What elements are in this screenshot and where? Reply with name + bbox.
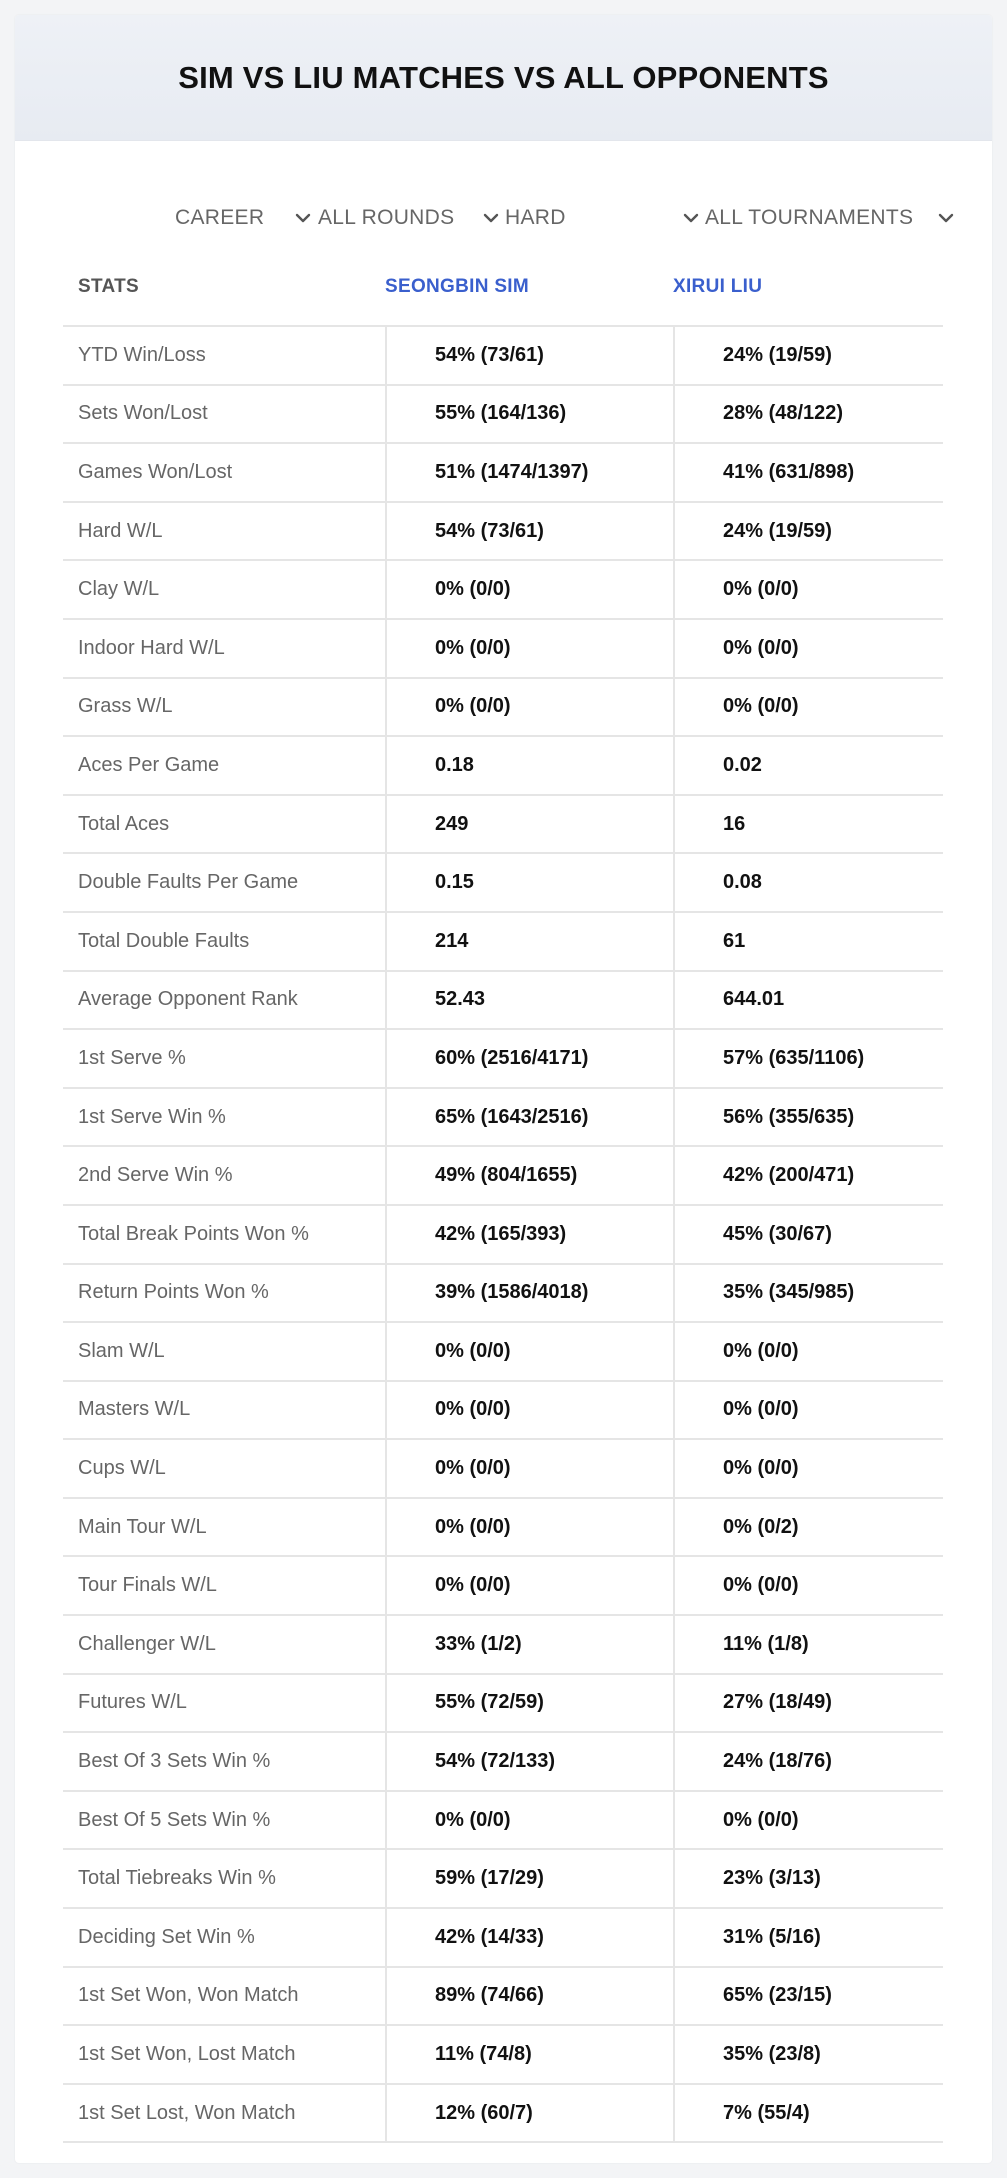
stat-label: Average Opponent Rank [78, 988, 298, 1011]
stat-label: 2nd Serve Win % [78, 1164, 233, 1187]
table-row [63, 503, 943, 562]
player2-value: 7% (55/4) [673, 2085, 943, 2142]
table-row [63, 1030, 943, 1089]
filter-tournaments-label: ALL TOURNAMENTS [705, 206, 914, 229]
player1-value: 0% (0/0) [385, 1323, 673, 1380]
chevron-down-icon [482, 209, 500, 227]
player2-value: 24% (19/59) [673, 503, 943, 560]
player1-value: 42% (165/393) [385, 1206, 673, 1263]
player2-value: 0% (0/0) [673, 1382, 943, 1439]
player2-value: 0% (0/0) [673, 1440, 943, 1497]
table-row [63, 2026, 943, 2085]
stat-label: 1st Set Lost, Won Match [78, 2101, 296, 2124]
table-body [63, 327, 943, 2143]
player1-value: 214 [385, 913, 673, 970]
stat-label: Sets Won/Lost [78, 402, 208, 425]
player2-value: 11% (1/8) [673, 1616, 943, 1673]
table-row [63, 913, 943, 972]
filter-tournaments-select[interactable] [705, 188, 955, 248]
stat-label: Futures W/L [78, 1691, 187, 1714]
table-row [63, 1323, 943, 1382]
table-row [63, 1733, 943, 1792]
table-row [63, 386, 943, 445]
player1-value: 0% (0/0) [385, 1557, 673, 1614]
stat-label: 1st Set Won, Lost Match [78, 2043, 296, 2066]
table-row [63, 796, 943, 855]
table-row [63, 2085, 943, 2144]
player1-value: 60% (2516/4171) [385, 1030, 673, 1087]
page-title: SIM VS LIU MATCHES VS ALL OPPONENTS [178, 59, 829, 95]
player1-value: 0.15 [385, 854, 673, 911]
header-stats: STATS [78, 275, 139, 297]
filter-rounds-select[interactable] [318, 188, 500, 248]
chevron-down-icon [294, 209, 312, 227]
player2-value: 65% (23/15) [673, 1968, 943, 2025]
stat-label: Masters W/L [78, 1398, 191, 1421]
table-row [63, 1265, 943, 1324]
player2-value: 0.08 [673, 854, 943, 911]
player1-value: 55% (164/136) [385, 386, 673, 443]
player2-value: 35% (345/985) [673, 1265, 943, 1322]
player1-value: 51% (1474/1397) [385, 444, 673, 501]
player1-value: 0% (0/0) [385, 620, 673, 677]
table-header [63, 248, 943, 327]
table-row [63, 1557, 943, 1616]
stat-label: Total Double Faults [78, 929, 250, 952]
table-row [63, 1382, 943, 1441]
player1-value: 49% (804/1655) [385, 1147, 673, 1204]
stat-label: Total Aces [78, 812, 170, 835]
player2-value: 41% (631/898) [673, 444, 943, 501]
player2-value: 0% (0/0) [673, 620, 943, 677]
player1-value: 0% (0/0) [385, 1792, 673, 1849]
player1-value: 54% (73/61) [385, 503, 673, 560]
player2-value: 0% (0/2) [673, 1499, 943, 1556]
stat-label: Tour Finals W/L [78, 1574, 217, 1597]
stat-label: Slam W/L [78, 1339, 165, 1362]
table-row [63, 1440, 943, 1499]
table-row [63, 1792, 943, 1851]
player1-value: 42% (14/33) [385, 1909, 673, 1966]
player2-value: 0% (0/0) [673, 1792, 943, 1849]
stat-label: Clay W/L [78, 578, 160, 601]
stat-label: Return Points Won % [78, 1281, 269, 1304]
player1-value: 39% (1586/4018) [385, 1265, 673, 1322]
player1-value: 0% (0/0) [385, 1382, 673, 1439]
player2-value: 42% (200/471) [673, 1147, 943, 1204]
player2-value: 0% (0/0) [673, 1323, 943, 1380]
table-row [63, 1147, 943, 1206]
stat-label: 1st Serve % [78, 1046, 186, 1069]
stat-label: Best Of 3 Sets Win % [78, 1750, 271, 1773]
stat-label: 1st Serve Win % [78, 1105, 226, 1128]
player2-value: 57% (635/1106) [673, 1030, 943, 1087]
stat-label: Total Tiebreaks Win % [78, 1867, 276, 1890]
table-row [63, 1616, 943, 1675]
player1-value: 54% (72/133) [385, 1733, 673, 1790]
stat-label: Challenger W/L [78, 1632, 216, 1655]
stat-label: Indoor Hard W/L [78, 636, 225, 659]
filter-period-label: CAREER [175, 206, 265, 229]
table-row [63, 1968, 943, 2027]
table-row [63, 679, 943, 738]
filter-surface-select[interactable] [505, 188, 700, 248]
player2-value: 0% (0/0) [673, 561, 943, 618]
table-row [63, 972, 943, 1031]
stat-label: Main Tour W/L [78, 1515, 207, 1538]
player1-value: 0% (0/0) [385, 1499, 673, 1556]
stats-table [63, 248, 943, 2143]
player2-value: 31% (5/16) [673, 1909, 943, 1966]
player1-value: 33% (1/2) [385, 1616, 673, 1673]
player1-value: 0% (0/0) [385, 1440, 673, 1497]
player2-value: 0.02 [673, 737, 943, 794]
filter-bar [15, 188, 992, 248]
player2-value: 644.01 [673, 972, 943, 1029]
stat-label: Best Of 5 Sets Win % [78, 1808, 271, 1831]
player1-value: 0% (0/0) [385, 679, 673, 736]
stat-label: Aces Per Game [78, 753, 220, 776]
stat-label: Games Won/Lost [78, 460, 233, 483]
player2-value: 0% (0/0) [673, 679, 943, 736]
filter-rounds-label: ALL ROUNDS [318, 206, 455, 229]
table-row [63, 1675, 943, 1734]
table-row [63, 1909, 943, 1968]
player2-value: 35% (23/8) [673, 2026, 943, 2083]
player1-value: 12% (60/7) [385, 2085, 673, 2142]
player2-value: 27% (18/49) [673, 1675, 943, 1732]
player1-value: 249 [385, 796, 673, 853]
table-row [63, 854, 943, 913]
player2-value: 0% (0/0) [673, 1557, 943, 1614]
table-row [63, 444, 943, 503]
player1-value: 11% (74/8) [385, 2026, 673, 2083]
header-player1-link[interactable]: SEONGBIN SIM [385, 275, 530, 297]
player1-value: 55% (72/59) [385, 1675, 673, 1732]
table-row [63, 1499, 943, 1558]
stat-label: Grass W/L [78, 695, 173, 718]
chevron-down-icon [682, 209, 700, 227]
stat-label: Double Faults Per Game [78, 871, 299, 894]
player1-value: 89% (74/66) [385, 1968, 673, 2025]
player2-value: 45% (30/67) [673, 1206, 943, 1263]
player1-value: 52.43 [385, 972, 673, 1029]
player1-value: 0% (0/0) [385, 561, 673, 618]
player1-value: 59% (17/29) [385, 1850, 673, 1907]
stat-label: 1st Set Won, Won Match [78, 1984, 299, 2007]
table-row [63, 327, 943, 386]
header-player2-link[interactable]: XIRUI LIU [673, 275, 763, 297]
stat-label: Total Break Points Won % [78, 1222, 309, 1245]
filter-period-select[interactable] [175, 188, 312, 248]
player2-value: 56% (355/635) [673, 1089, 943, 1146]
stat-label: YTD Win/Loss [78, 343, 206, 366]
stat-label: Cups W/L [78, 1457, 166, 1480]
player2-value: 24% (19/59) [673, 327, 943, 384]
player2-value: 28% (48/122) [673, 386, 943, 443]
card-header [15, 15, 992, 141]
player2-value: 24% (18/76) [673, 1733, 943, 1790]
player1-value: 0.18 [385, 737, 673, 794]
player1-value: 54% (73/61) [385, 327, 673, 384]
player1-value: 65% (1643/2516) [385, 1089, 673, 1146]
table-row [63, 561, 943, 620]
filter-surface-label: HARD [505, 206, 566, 229]
table-row [63, 1089, 943, 1148]
table-row [63, 1206, 943, 1265]
stats-card [15, 15, 992, 2163]
stat-label: Hard W/L [78, 519, 163, 542]
player2-value: 23% (3/13) [673, 1850, 943, 1907]
player2-value: 61 [673, 913, 943, 970]
table-row [63, 620, 943, 679]
table-row [63, 1850, 943, 1909]
player2-value: 16 [673, 796, 943, 853]
chevron-down-icon [937, 209, 955, 227]
table-row [63, 737, 943, 796]
stat-label: Deciding Set Win % [78, 1925, 255, 1948]
